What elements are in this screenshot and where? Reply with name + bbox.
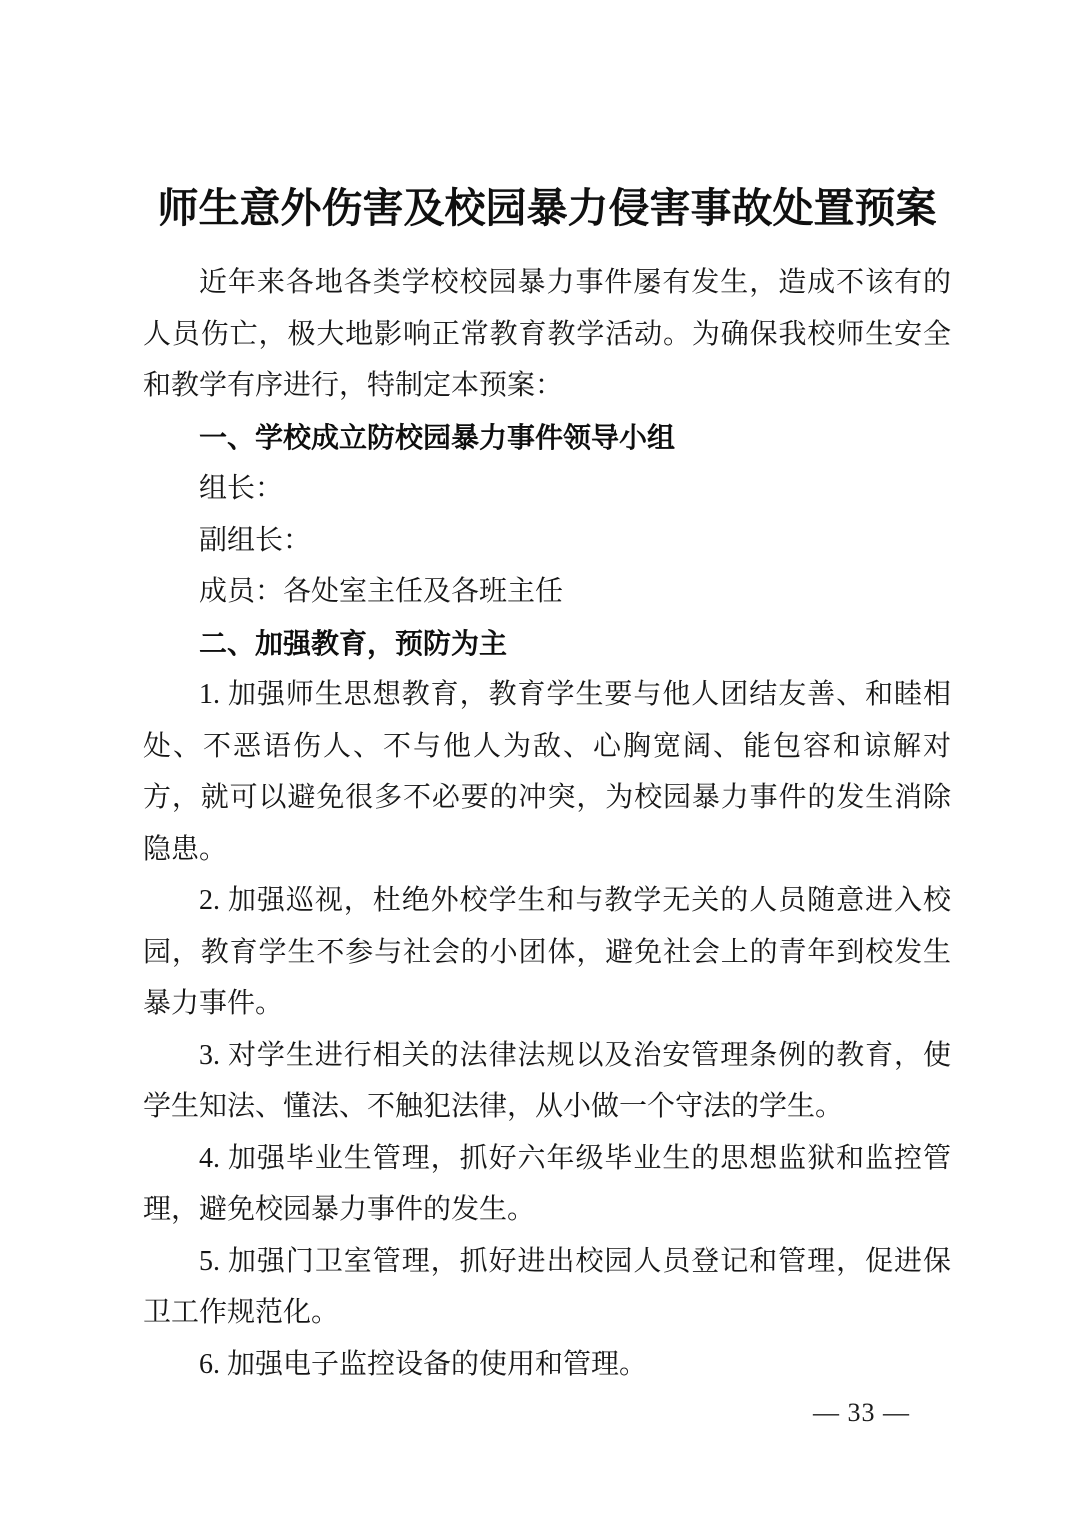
section-2-item-3: 3. 对学生进行相关的法律法规以及治安管理条例的教育，使学生知法、懂法、不触犯法律，从小做一个守法的学生。 xyxy=(143,1039,951,1122)
section-1-heading: 一、学校成立防校园暴力事件领导小组 xyxy=(199,421,676,453)
field-group-leader: 组长： xyxy=(199,473,284,504)
document-title: 师生意外伤害及校园暴力侵害事故处置预案 xyxy=(157,185,937,231)
field-deputy-group-leader: 副组长： xyxy=(199,524,312,556)
field-members: 成员：各处室主任及各班主任 xyxy=(199,576,564,607)
section-2-item-6: 6. 加强电子监控设备的使用和管理。 xyxy=(199,1348,648,1380)
section-2-item-4: 4. 加强毕业生管理，抓好六年级毕业生的思想监狱和监控管理，避免校园暴力事件的发生。 xyxy=(143,1142,951,1225)
page-number: — 33 — xyxy=(813,1398,910,1427)
paragraph-intro: 近年来各地各类学校校园暴力事件屡有发生，造成不该有的人员伤亡，极大地影响正常教育教学活动。为确保我校师生安全和教学有序进行，特制定本预案： xyxy=(143,267,951,401)
section-2-item-1: 1. 加强师生思想教育，教育学生要与他人团结友善、和睦相处、不恶语伤人、不与他人为敌、心胸宽阔、能包容和谅解对方，就可以避免很多不必要的冲突，为校园暴力事件的发生消除隐患。 xyxy=(143,679,951,865)
section-2-item-2: 2. 加强巡视，杜绝外校学生和与教学无关的人员随意进入校园，教育学生不参与社会的小团体，避免社会上的青年到校发生暴力事件。 xyxy=(143,885,951,1019)
section-2-heading: 二、加强教育，预防为主 xyxy=(199,627,508,659)
document-content xyxy=(143,180,951,1390)
section-2-item-5: 5. 加强门卫室管理，抓好进出校园人员登记和管理，促进保卫工作规范化。 xyxy=(143,1245,951,1328)
